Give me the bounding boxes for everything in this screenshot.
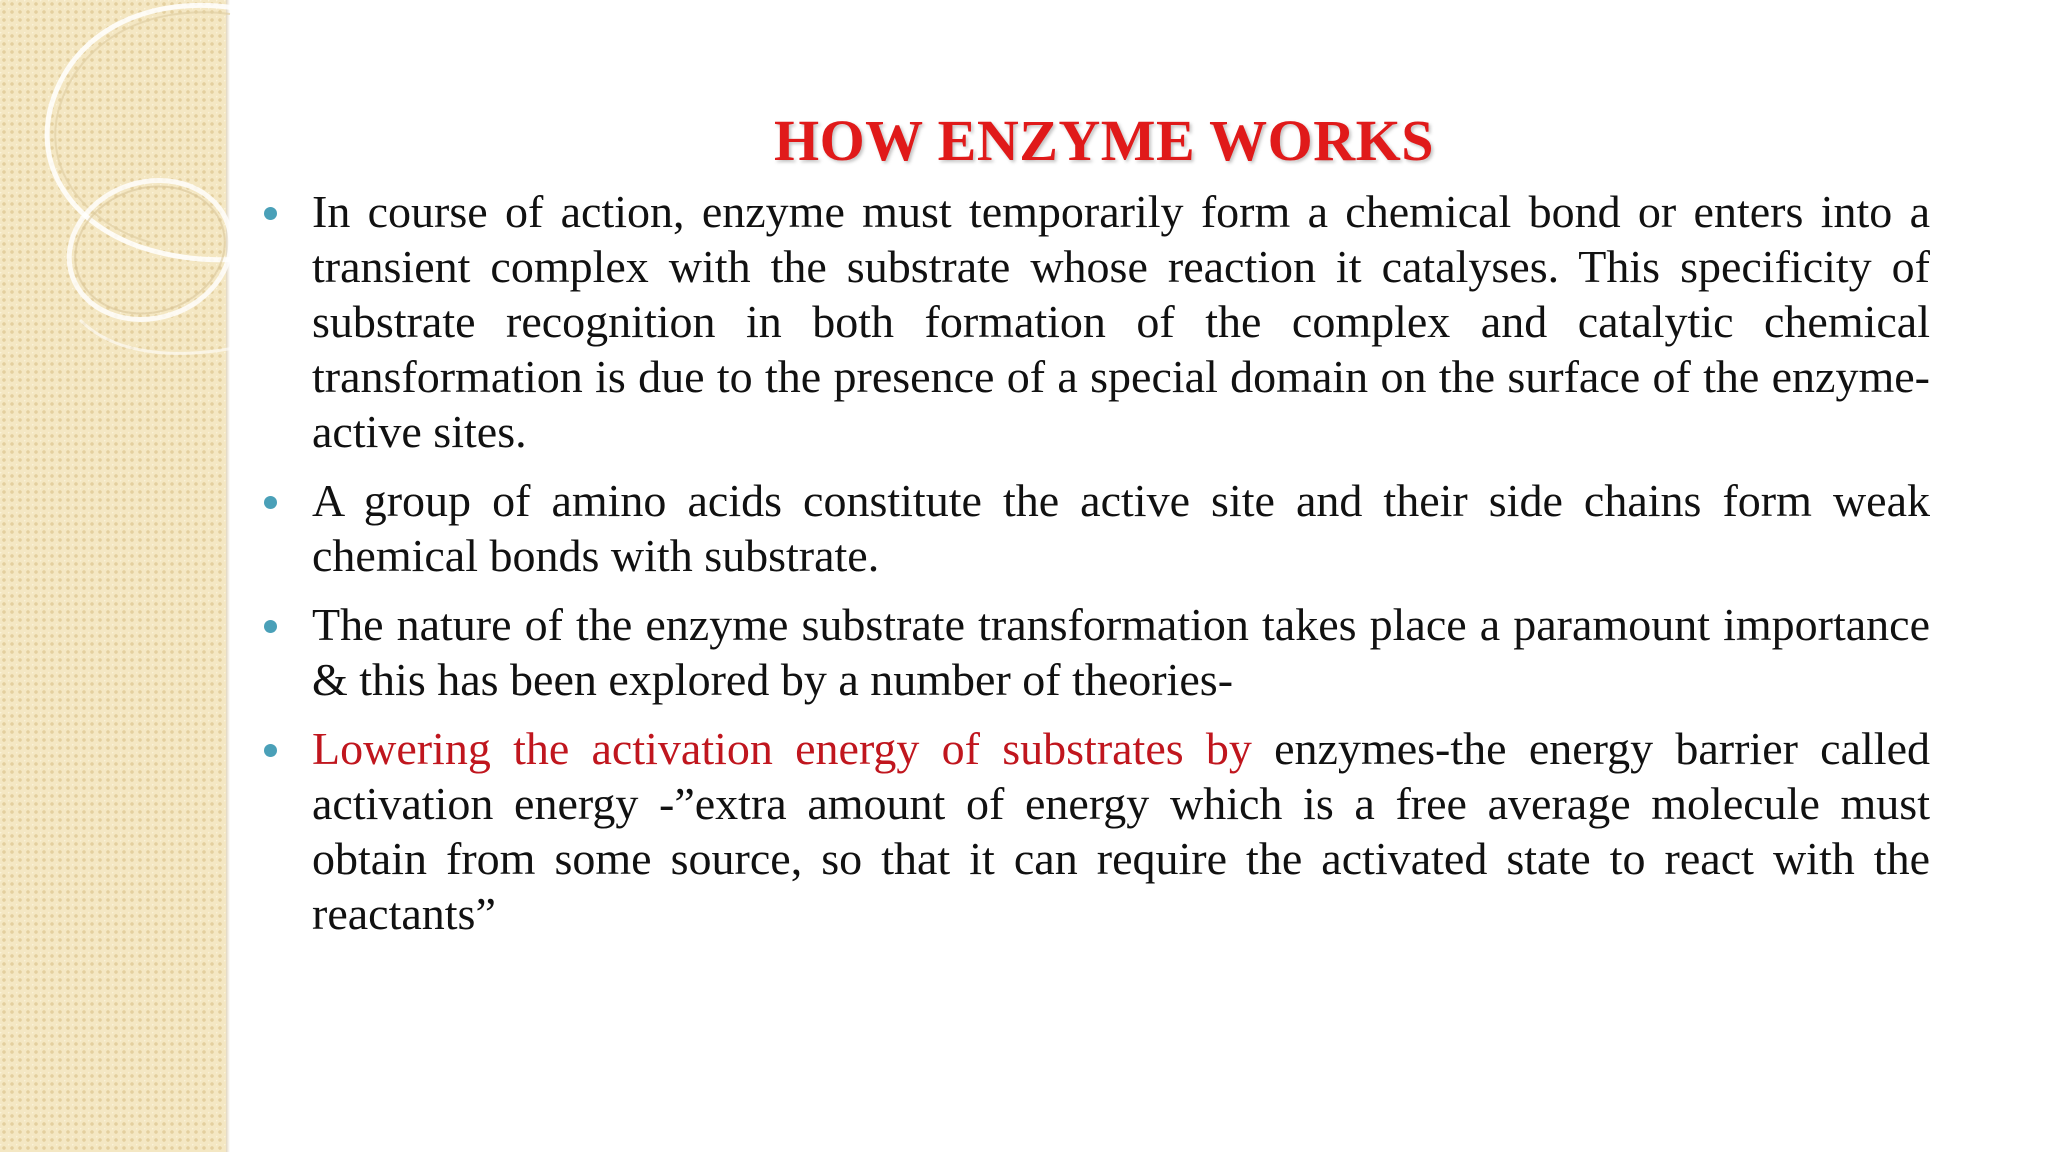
bullet-text: A group of amino acids constitute the active site and their side chains form weak chemical bonds with substrate. <box>312 475 1930 581</box>
bullet-icon <box>264 496 277 509</box>
bullet-icon <box>264 744 277 757</box>
bullet-item <box>262 597 1930 707</box>
bullet-icon <box>264 620 277 633</box>
bullet-highlight-text: Lowering the activation energy of substrates by <box>312 723 1252 774</box>
bullet-item <box>262 721 1930 941</box>
bullet-text: enzymes-the energy barrier called activation energy -”extra amount of energy which is a free average molecule must obtain from some source, so that it can require the activated state to react with the reactants” <box>312 723 1930 939</box>
bullet-item <box>262 473 1930 583</box>
bullet-icon <box>264 207 277 220</box>
bullet-item <box>262 184 1930 459</box>
slide-content <box>262 104 1930 955</box>
slide-title: HOW ENZYME WORKS <box>773 108 1435 173</box>
bullet-list <box>262 184 1930 941</box>
bullet-text: In course of action, enzyme must temporarily form a chemical bond or enters into a transient complex with the substrate whose reaction it catalyses. This specificity of substrate recognition in both formation of the complex and catalytic chemical transformation is due to the presence of a special domain on the surface of the enzyme-active sites. <box>312 186 1930 457</box>
decorative-swirl-icon <box>0 0 300 460</box>
bullet-text: The nature of the enzyme substrate transformation takes place a paramount importance & this has been explored by a number of theories- <box>312 599 1930 705</box>
